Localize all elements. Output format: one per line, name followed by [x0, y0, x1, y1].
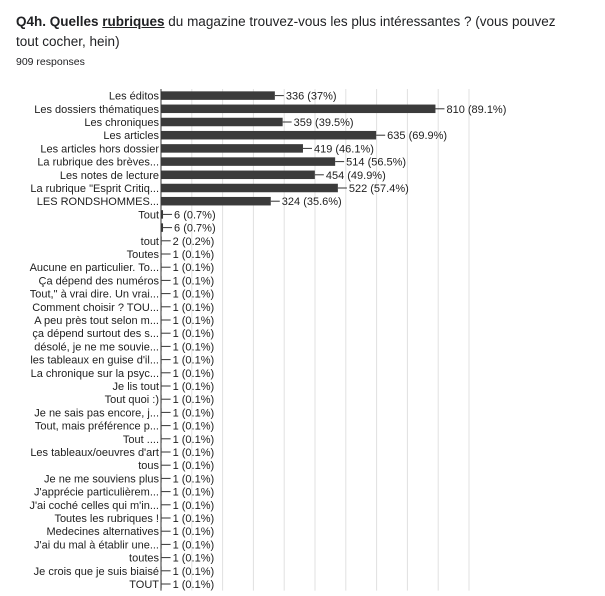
bar [161, 118, 283, 127]
value-label: 336 (37%) [285, 90, 337, 103]
category-label: Les notes de lecture [59, 169, 159, 182]
value-label: 1 (0.1%) [172, 288, 215, 301]
value-label: 1 (0.1%) [172, 565, 215, 578]
category-label: Tout, mais préférence p... [34, 420, 159, 433]
category-label: Les tableaux/oeuvres d'art [30, 447, 159, 459]
category-label: Les dossiers thématiques [34, 103, 159, 116]
value-label: 1 (0.1%) [172, 499, 215, 512]
value-label: 1 (0.1%) [172, 367, 215, 380]
category-label: Tout quoi :) [104, 394, 159, 407]
category-label: toutes [129, 552, 159, 565]
category-label: Je ne me souviens plus [44, 473, 159, 486]
value-label: 810 (89.1%) [446, 103, 507, 116]
value-label: 1 (0.1%) [172, 460, 215, 473]
category-label: Les chroniques [84, 117, 159, 129]
question-suffix: du magazine trouvez-vous les plus intéressantes ? (vous pouvez tout cocher, hein) [16, 14, 556, 49]
value-label: 454 (49.9%) [325, 169, 386, 182]
category-label: Toutes [126, 249, 159, 261]
value-label: 1 (0.1%) [172, 407, 215, 420]
question-prefix: Q4h. Quelles [16, 14, 103, 29]
bar [161, 171, 315, 180]
category-label: Je ne sais pas encore, j... [34, 407, 159, 420]
category-label: La chronique sur la psyc... [30, 367, 159, 380]
category-label: Comment choisir ? TOU... [32, 301, 159, 314]
category-label: Tout .... [122, 433, 159, 446]
value-label: 1 (0.1%) [172, 354, 215, 367]
question-emphasis: rubriques [102, 14, 165, 29]
value-label: 1 (0.1%) [172, 513, 215, 525]
category-label: tous [138, 460, 159, 473]
value-label: 1 (0.1%) [172, 433, 215, 446]
category-label: La rubrique des brèves... [37, 156, 159, 169]
value-label: 6 (0.7%) [174, 222, 216, 235]
bar [161, 105, 435, 114]
value-label: 1 (0.1%) [172, 539, 215, 552]
category-label: Ça dépend des numéros [38, 275, 159, 288]
category-label: Les articles hors dossier [40, 143, 159, 156]
category-label: tout [140, 235, 159, 248]
value-label: 1 (0.1%) [172, 552, 215, 565]
value-label: 1 (0.1%) [172, 341, 215, 354]
category-label: A peu près tout selon m... [34, 315, 159, 327]
category-label: Les articles [103, 130, 159, 143]
category-label: J'ai coché celles qui m'in... [29, 499, 159, 512]
value-label: 1 (0.1%) [172, 394, 215, 407]
value-label: 1 (0.1%) [172, 381, 215, 393]
value-label: 419 (46.1%) [313, 143, 374, 156]
value-label: 1 (0.1%) [172, 328, 215, 341]
value-label: 1 (0.1%) [172, 579, 215, 591]
bar [161, 91, 275, 100]
value-label: 6 (0.7%) [174, 209, 216, 222]
value-label: 522 (57.4%) [348, 183, 409, 195]
category-label: J'apprécie particulièrem... [34, 486, 159, 499]
category-label: LES RONDSHOMMES... [36, 196, 159, 209]
category-label: Je crois que je suis biaisé [33, 565, 159, 578]
bar [161, 197, 271, 206]
value-label: 1 (0.1%) [172, 526, 215, 539]
category-label: Tout," à vrai dire. Un vrai... [29, 288, 159, 301]
value-label: 1 (0.1%) [172, 275, 215, 288]
value-label: 2 (0.2%) [172, 235, 215, 248]
category-label: ça dépend surtout des s... [32, 328, 159, 341]
response-count: 909 responses [16, 56, 85, 68]
category-label: Je lis tout [112, 381, 159, 393]
value-label: 514 (56.5%) [346, 156, 407, 169]
value-label: 635 (69.9%) [387, 130, 448, 143]
value-label: 1 (0.1%) [172, 315, 215, 327]
value-label: 324 (35.6%) [281, 196, 342, 209]
category-label: La rubrique "Esprit Critiq... [30, 183, 159, 195]
value-label: 1 (0.1%) [172, 486, 215, 499]
category-label: Tout [138, 209, 159, 222]
bar [161, 184, 338, 193]
category-label: Les éditos [108, 90, 159, 103]
category-label: désolé, je ne me souvie... [34, 341, 159, 354]
category-labels [29, 91, 159, 591]
category-label: J'ai du mal à établir une... [33, 539, 159, 552]
bar [161, 131, 376, 140]
category-label: Medecines alternatives [46, 526, 159, 539]
category-label: les tableaux en guise d'il... [30, 354, 159, 367]
category-label: Aucune en particulier. To... [29, 262, 159, 275]
value-label: 1 (0.1%) [172, 262, 215, 275]
value-label: 1 (0.1%) [172, 473, 215, 486]
value-label: 1 (0.1%) [172, 301, 215, 314]
category-label: TOUT [129, 579, 159, 591]
bar [161, 144, 303, 153]
value-label: 1 (0.1%) [172, 249, 215, 261]
category-label: Toutes les rubriques ! [54, 513, 159, 525]
value-label: 1 (0.1%) [172, 420, 215, 433]
bar [161, 157, 335, 166]
value-label: 359 (39.5%) [293, 117, 354, 129]
value-label: 1 (0.1%) [172, 447, 215, 459]
